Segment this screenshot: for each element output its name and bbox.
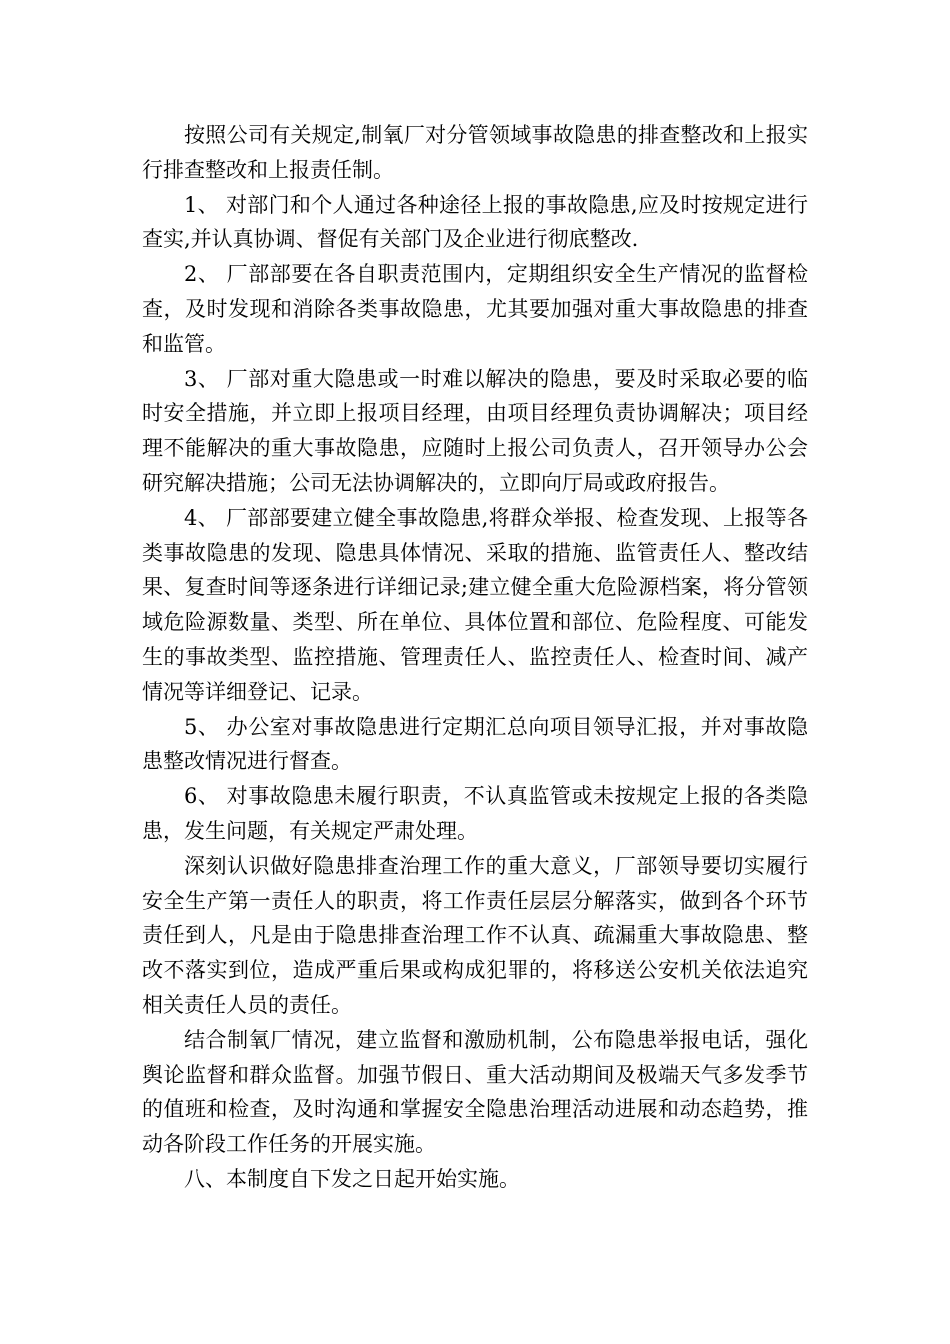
document-body [142,118,808,1197]
paragraph-item-1: 1、 对部门和个人通过各种途径上报的事故隐患,应及时按规定进行查实,并认真协调、督促有关部门及企业进行彻底整改. [142,192,808,252]
paragraph-item-6: 6、 对事故隐患未履行职责，不认真监管或未按规定上报的各类隐患，发生问题，有关规定严肃处理。 [142,784,808,843]
paragraph-effective-date: 八、本制度自下发之日起开始实施。 [184,1166,520,1191]
paragraph-item-3: 3、 厂部对重大隐患或一时难以解决的隐患，要及时采取必要的临时安全措施，并立即上报项目经理，由项目经理负责协调解决；项目经理不能解决的重大事故隐患，应随时上报公司负责人，召开领导办公会研究解决措施；公司无法协调解决的，立即向厅局或政府报告。 [142,366,808,495]
paragraph-item-2: 2、 厂部部要在各自职责范围内，定期组织安全生产情况的监督检查，及时发现和消除各类事故隐患，尤其要加强对重大事故隐患的排查和监管。 [142,262,808,356]
paragraph-item-4: 4、 厂部部要建立健全事故隐患,将群众举报、检查发现、上报等各类事故隐患的发现、隐患具体情况、采取的措施、监管责任人、整改结果、复查时间等逐条进行详细记录;建立健全重大危险源档案，将分管领域危险源数量、类型、所在单位、具体位置和部位、危险程度、可能发生的事故类型、监控措施、管理责任人、监控责任人、检查时间、减产情况等详细登记、记录。 [142,505,808,704]
paragraph-item-5: 5、 办公室对事故隐患进行定期汇总向项目领导汇报，并对事故隐患整改情况进行督查。 [142,714,808,774]
paragraph-responsibility: 深刻认识做好隐患排查治理工作的重大意义，厂部领导要切实履行安全生产第一责任人的职责，将工作责任层层分解落实，做到各个环节责任到人，凡是由于隐患排查治理工作不认真、疏漏重大事故隐患、整改不落实到位，造成严重后果或构成犯罪的，将移送公安机关依法追究相关责任人员的责任。 [142,853,808,1017]
paragraph-intro: 按照公司有关规定,制氧厂对分管领域事故隐患的排查整改和上报实行排查整改和上报责任制。 [142,123,808,182]
paragraph-supervision: 结合制氧厂情况，建立监督和激励机制，公布隐患举报电话，强化舆论监督和群众监督。加强节假日、重大活动期间及极端天气多发季节的值班和检查，及时沟通和掌握安全隐患治理活动进展和动态趋势，推动各阶段工作任务的开展实施。 [142,1027,808,1157]
